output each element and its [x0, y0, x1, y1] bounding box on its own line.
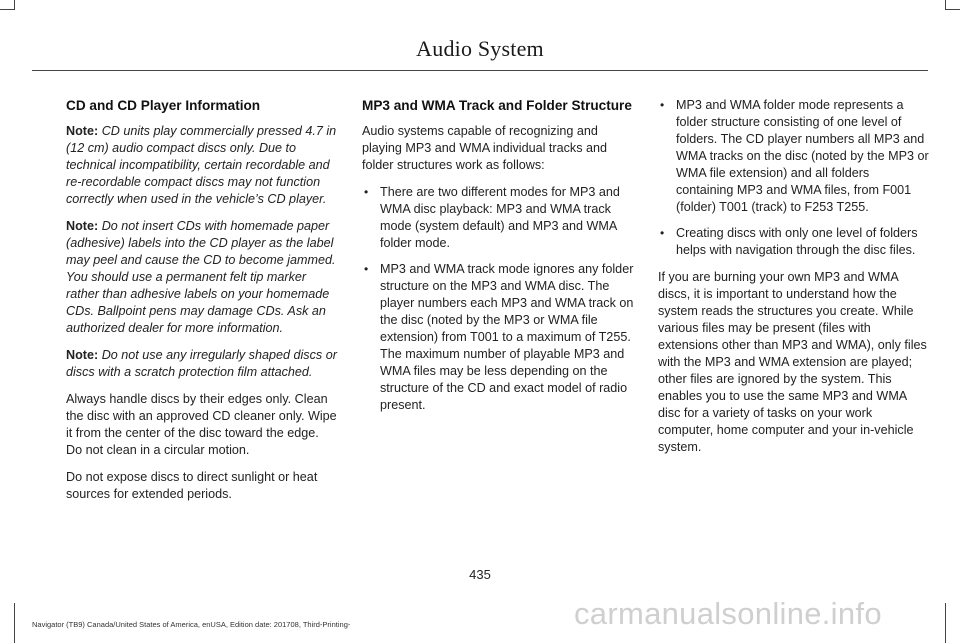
bullet-list: [658, 97, 930, 259]
note-paragraph: [66, 347, 338, 381]
body-paragraph: If you are burning your own MP3 and WMA discs, it is important to understand how the system reads the structures you create. While various files may be present (files with extensions other than MP3 and WMA), only files with the MP3 and WMA extension are played; other files are ignored by the system. This enables you to use the same MP3 and WMA disc for a variety of tasks on your work computer, home computer and your in-vehicle system.: [658, 270, 927, 454]
note-text: Do not use any irregularly shaped discs or discs with a scratch protection film attached.: [66, 348, 337, 379]
note-label: Note:: [66, 124, 99, 138]
crop-mark-bottom-left-v: [14, 603, 15, 643]
crop-mark-top-left-h: [0, 9, 14, 10]
note-paragraph: [66, 218, 338, 337]
note-text: Do not insert CDs with homemade paper (adhesive) labels into the CD player as the label may peel and cause the CD to become jammed. You should use a permanent felt tip marker rather than adhesive labels on your homemade CDs. Ballpoint pens may damage CDs. Ask an authorized dealer for more information.: [66, 219, 336, 335]
note-label: Note:: [66, 219, 99, 233]
note-text: CD units play commercially pressed 4.7 in (12 cm) audio compact discs only. Due to technical incompatibility, certain recordable and re-recordable compact discs may not function correctly when used in the vehicle’s CD player.: [66, 124, 337, 206]
intro-paragraph: Audio systems capable of recognizing and playing MP3 and WMA individual tracks and folder structures work as follows:: [362, 124, 607, 172]
section-heading-mp3-structure: MP3 and WMA Track and Folder Structure: [362, 98, 632, 113]
list-item: • MP3 and WMA folder mode represents a folder structure consisting of one level of folders. The CD player numbers all MP3 and WMA tracks on the disc (noted by the MP3 or WMA file extension) and all folders containing MP3 and WMA files, from F001 (folder) T001 (track) to F253 T255.: [658, 97, 930, 216]
crop-mark-bottom-right-v: [945, 603, 946, 643]
column-folder-mode: [658, 97, 930, 466]
column-mp3-structure: [362, 97, 634, 424]
section-heading-cd-info: CD and CD Player Information: [66, 98, 261, 113]
list-item: • There are two different modes for MP3 and WMA disc playback: MP3 and WMA track mode (system default) and MP3 and WMA folder mode.: [362, 184, 634, 252]
edition-footer: Navigator (TB9) Canada/United States of America, enUSA, Edition date: 201708, Third-Printing-: [32, 620, 351, 629]
crop-mark-top-right-h: [946, 9, 960, 10]
body-paragraph: Do not expose discs to direct sunlight or heat sources for extended periods.: [66, 470, 318, 501]
crop-mark-top-right-v: [945, 0, 946, 10]
column-cd-player-info: [66, 97, 338, 513]
note-paragraph: [66, 123, 338, 208]
page-number: 435: [469, 567, 491, 582]
watermark-text: carmanualsonline.info: [574, 596, 882, 631]
list-item: • Creating discs with only one level of folders helps with navigation through the disc files.: [658, 225, 930, 259]
list-item: • MP3 and WMA track mode ignores any folder structure on the MP3 and WMA disc. The player numbers each MP3 and WMA track on the disc (noted by the MP3 or WMA file extension) from T001 to a maximum of T255. The maximum number of playable MP3 and WMA files may be less depending on the structure of the CD and exact model of radio present.: [362, 261, 634, 414]
bullet-list: [362, 184, 634, 414]
header-divider: [32, 70, 928, 71]
crop-mark-top-left-v: [14, 0, 15, 10]
page-title: Audio System: [416, 36, 544, 61]
body-paragraph: Always handle discs by their edges only. Clean the disc with an approved CD cleaner only. Wipe it from the center of the disc toward the edge. Do not clean in a circular motion.: [66, 392, 337, 457]
note-label: Note:: [66, 348, 99, 362]
